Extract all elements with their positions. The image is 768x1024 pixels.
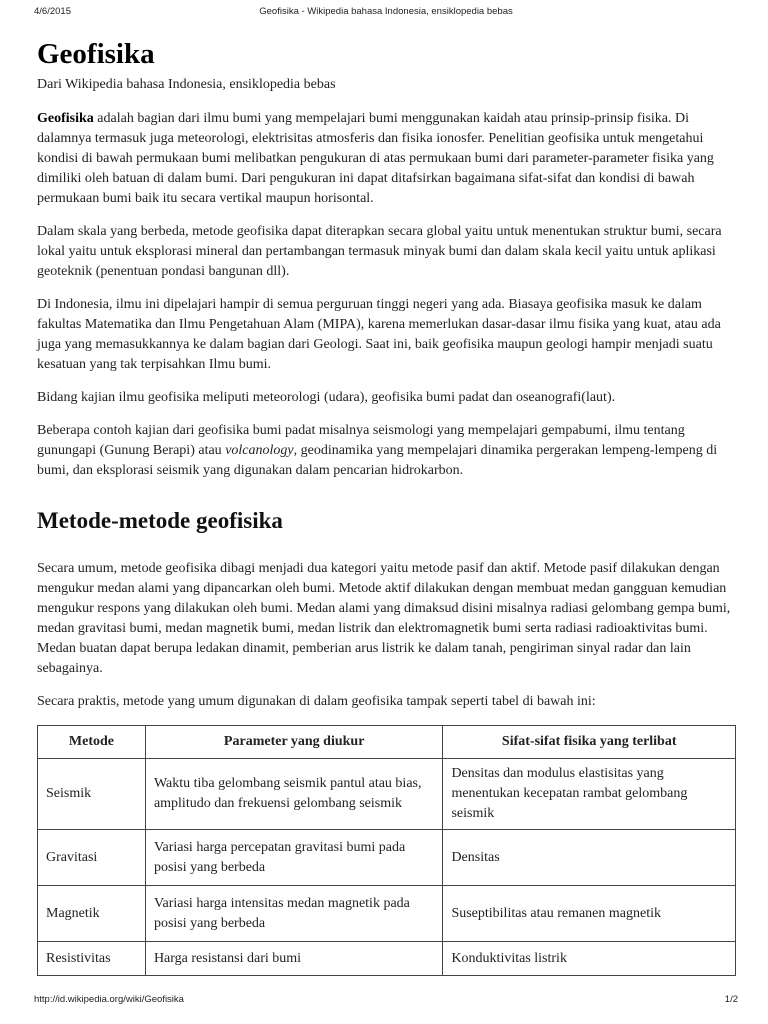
page-number: 1/2 (724, 994, 738, 1005)
article-content (37, 36, 734, 976)
column-header-property: Sifat-sifat fisika yang terlibat (443, 726, 736, 759)
table-cell-parameter: Waktu tiba gelombang seismik pantul atau bias, amplitudo dan frekuensi gelombang seismik (145, 759, 443, 830)
examples-text-end: , geodinamika yang mempelajari dinamika pergerakan lempeng-lempeng di bumi, dan eksplorasi seismik yang digunakan dalam pencarian hidrokarbon. (37, 443, 718, 478)
table-row (38, 886, 736, 942)
intro-term: Geofisika (37, 111, 94, 126)
site-subtitle: Dari Wikipedia bahasa Indonesia, ensiklopedia bebas (37, 77, 336, 92)
scale-paragraph: Dalam skala yang berbeda, metode geofisika dapat diterapkan secara global yaitu untuk menentukan struktur bumi, secara lokal yaitu untuk eksplorasi mineral dan pertambangan termasuk minyak bumi dan dalam skala kecil yaitu untuk aplikasi geoteknik (penentuan pondasi bangunan dll). (37, 224, 722, 279)
table-cell-parameter: Variasi harga percepatan gravitasi bumi pada posisi yang berbeda (145, 830, 443, 886)
section-heading-methods: Metode-metode geofisika (37, 508, 283, 533)
table-cell-property: Densitas dan modulus elastisitas yang menentukan kecepatan rambat gelombang seismik (443, 759, 736, 830)
table-cell-method: Seismik (38, 759, 146, 830)
table-cell-property: Densitas (443, 830, 736, 886)
table-cell-property: Konduktivitas listrik (443, 942, 736, 976)
print-header (34, 6, 738, 20)
print-date: 4/6/2015 (34, 6, 71, 17)
column-header-method: Metode (38, 726, 146, 759)
table-row (38, 942, 736, 976)
volcanology-link[interactable]: volcanology (225, 443, 294, 458)
examples-paragraph (37, 421, 734, 481)
methods-paragraph: Secara umum, metode geofisika dibagi menjadi dua kategori yaitu metode pasif dan aktif. Metode pasif dilakukan dengan mengukur medan alami yang dipancarkan oleh bumi. Metode aktif dilakukan dengan membuat medan gangguan kemudian mengukur respons yang dilakukan oleh bumi. Medan alami yang dimaksud disini misalnya radiasi gelombang gempa bumi, medan gravitasi bumi, medan magnetik bumi, medan listrik dan elektromagnetik bumi serta radiasi radioaktivitas bumi. Medan buatan dapat berupa ledakan dinamit, pemberian arus listrik ke dalam tanah, pengiriman sinyal radar dan lain sebagainya. (37, 561, 731, 676)
table-cell-method: Magnetik (38, 886, 146, 942)
table-cell-property: Suseptibilitas atau remanen magnetik (443, 886, 736, 942)
table-cell-method: Resistivitas (38, 942, 146, 976)
column-header-parameter: Parameter yang diukur (145, 726, 443, 759)
print-url: http://id.wikipedia.org/wiki/Geofisika (34, 994, 184, 1005)
fields-paragraph: Bidang kajian ilmu geofisika meliputi meteorologi (udara), geofisika bumi padat dan oseanografi(laut). (37, 390, 616, 405)
table-header-row (38, 726, 736, 759)
examples-text-start: Beberapa contoh kajian dari geofisika bumi padat misalnya seismologi yang mempelajari gempabumi, ilmu tentang gunungapi (Gunung Berapi) atau (37, 423, 685, 458)
table-row (38, 830, 736, 886)
print-page-title: Geofisika - Wikipedia bahasa Indonesia, ensiklopedia bebas (259, 6, 513, 17)
intro-paragraph (37, 109, 734, 209)
print-footer (34, 994, 738, 1008)
table-cell-method: Gravitasi (38, 830, 146, 886)
indonesia-paragraph: Di Indonesia, ilmu ini dipelajari hampir di semua perguruan tinggi negeri yang ada. Biasaya geofisika masuk ke dalam fakultas Matematika dan Ilmu Pengetahuan Alam (MIPA), karena memerlukan dasar-dasar ilmu fisika yang kuat, atau ada juga yang memasukkannya ke dalam bagian dari Geologi. Saat ini, baik geofisika maupun geologi hampir menjadi suatu kesatuan yang tak terpisahkan Ilmu bumi. (37, 297, 721, 372)
table-row (38, 759, 736, 830)
methods-table (37, 725, 736, 976)
intro-text: adalah bagian dari ilmu bumi yang mempelajari bumi menggunakan kaidah atau prinsip-prinsip fisika. Di dalamnya termasuk juga meteorologi, elektrisitas atmosferis dan fisika ionosfer. Penelitian geofisika untuk mengetahui kondisi di bawah permukaan bumi melibatkan pengukuran di atas permukaan bumi dari parameter-parameter fisika yang dimiliki oleh batuan di dalam bumi. Dari pengukuran ini dapat ditafsirkan bagaimana sifat-sifat dan kondisi di bawah permukaan bumi baik itu secara vertikal maupun horisontal. (37, 111, 714, 206)
page-title: Geofisika (37, 38, 155, 70)
table-intro-paragraph: Secara praktis, metode yang umum digunakan di dalam geofisika tampak seperti tabel di bawah ini: (37, 694, 596, 709)
table-cell-parameter: Variasi harga intensitas medan magnetik pada posisi yang berbeda (145, 886, 443, 942)
table-cell-parameter: Harga resistansi dari bumi (145, 942, 443, 976)
